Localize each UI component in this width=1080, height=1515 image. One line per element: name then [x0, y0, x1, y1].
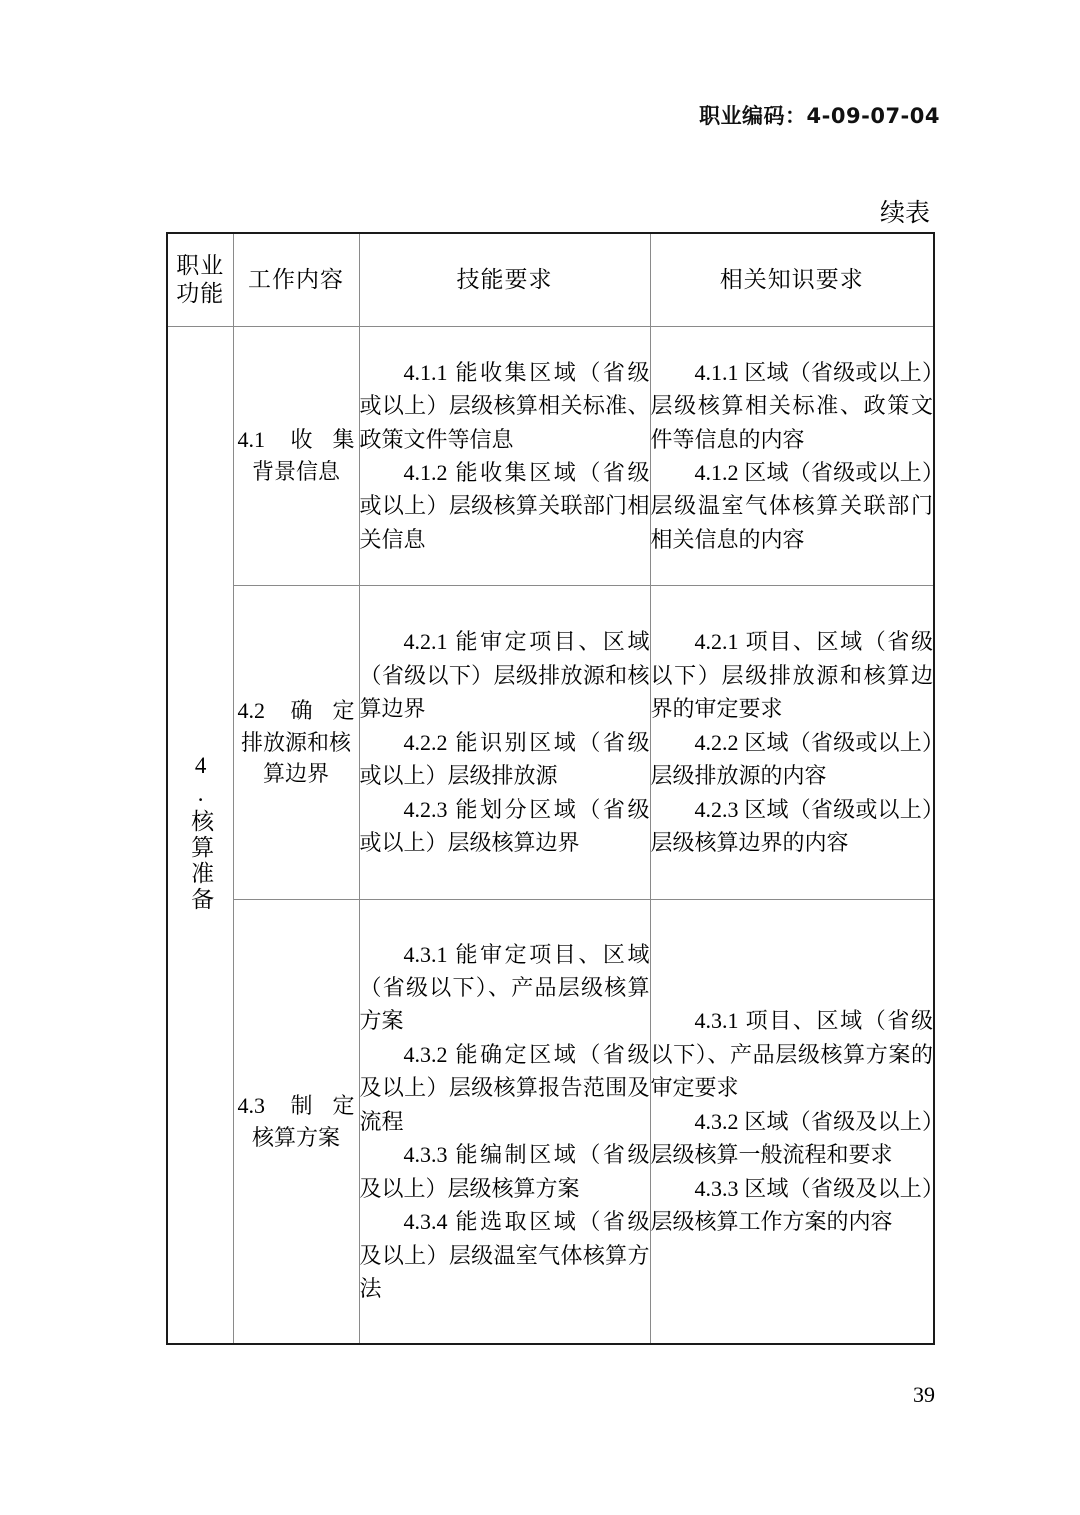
column-header-work-content: 工作内容	[233, 233, 359, 327]
table-header-row	[167, 233, 934, 327]
work-content-cell	[233, 586, 359, 900]
skill-item: 4.1.2 能收集区域（省级或以上）层级核算关联部门相关信息	[359, 460, 650, 552]
skill-item: 4.3.4 能选取区域（省级及以上）层级温室气体核算方法	[359, 1209, 650, 1301]
skill-item: 4.2.2 能识别区域（省级或以上）层级排放源	[359, 729, 650, 789]
column-header-knowledge-requirements: 相关知识要求	[650, 233, 934, 327]
knowledge-requirements-cell	[650, 327, 934, 586]
work-content-line2: 背景信息	[251, 459, 340, 484]
knowledge-item: 4.1.1 区域（省级或以上）层级核算相关标准、政策文件等信息的内容	[650, 359, 933, 452]
knowledge-requirements-cell	[650, 586, 934, 900]
knowledge-item: 4.3.2 区域（省级及以上）层级核算一般流程和要求	[650, 1108, 933, 1168]
work-content-line3: 算边界	[262, 761, 329, 787]
continuation-table-label: 续表	[879, 200, 930, 227]
skill-item: 4.3.1 能审定项目、区域（省级以下）、产品层级核算方案	[359, 941, 650, 1034]
column-header-skill-requirements: 技能要求	[359, 233, 650, 327]
skill-requirements-cell	[359, 900, 650, 1345]
knowledge-item: 4.1.2 区域（省级或以上）层级温室气体核算关联部门相关信息的内容	[650, 460, 933, 552]
function-group-cell	[167, 327, 233, 1345]
knowledge-item: 4.2.1 项目、区域（省级以下）层级排放源和核算边界的审定要求	[650, 629, 933, 722]
table-row	[167, 327, 934, 586]
work-content-cell	[233, 900, 359, 1345]
column-header-function-line1: 职业	[176, 252, 225, 278]
column-header-function-line2: 功能	[176, 281, 225, 306]
work-content-line1: 4.1 收集	[237, 427, 355, 453]
page-number: 39	[913, 1382, 935, 1407]
knowledge-item: 4.3.1 项目、区域（省级以下）、产品层级核算方案的审定要求	[650, 1008, 933, 1101]
knowledge-item: 4.2.2 区域（省级或以上）层级排放源的内容	[650, 729, 933, 789]
table-row	[167, 900, 934, 1345]
work-content-cell	[233, 327, 359, 586]
skill-item: 4.2.3 能划分区域（省级或以上）层级核算边界	[359, 796, 650, 856]
knowledge-item: 4.2.3 区域（省级或以上）层级核算边界的内容	[650, 796, 933, 856]
knowledge-item: 4.3.3 区域（省级及以上）层级核算工作方案的内容	[650, 1175, 933, 1235]
knowledge-requirements-cell	[650, 900, 934, 1345]
function-group-label: 4.核算准备	[188, 752, 214, 913]
skill-item: 4.3.3 能编制区域（省级及以上）层级核算方案	[359, 1142, 650, 1201]
skill-item: 4.2.1 能审定项目、区域（省级以下）层级排放源和核算边界	[359, 629, 650, 722]
work-content-line2: 核算方案	[251, 1124, 340, 1150]
skill-item: 4.1.1 能收集区域（省级或以上）层级核算相关标准、政策文件等信息	[359, 359, 650, 452]
work-content-line2: 排放源和核	[240, 729, 351, 755]
work-content-line1: 4.3 制定	[237, 1092, 355, 1118]
skill-item: 4.3.2 能确定区域（省级及以上）层级核算报告范围及流程	[359, 1041, 650, 1134]
skill-requirements-cell	[359, 586, 650, 900]
occupational-spec-table	[166, 232, 935, 1345]
document-code-header: 职业编码：4-09-07-04	[699, 104, 940, 128]
column-header-function	[167, 233, 233, 327]
table-row	[167, 586, 934, 900]
skill-requirements-cell	[359, 327, 650, 586]
work-content-line1: 4.2 确定	[237, 697, 355, 723]
